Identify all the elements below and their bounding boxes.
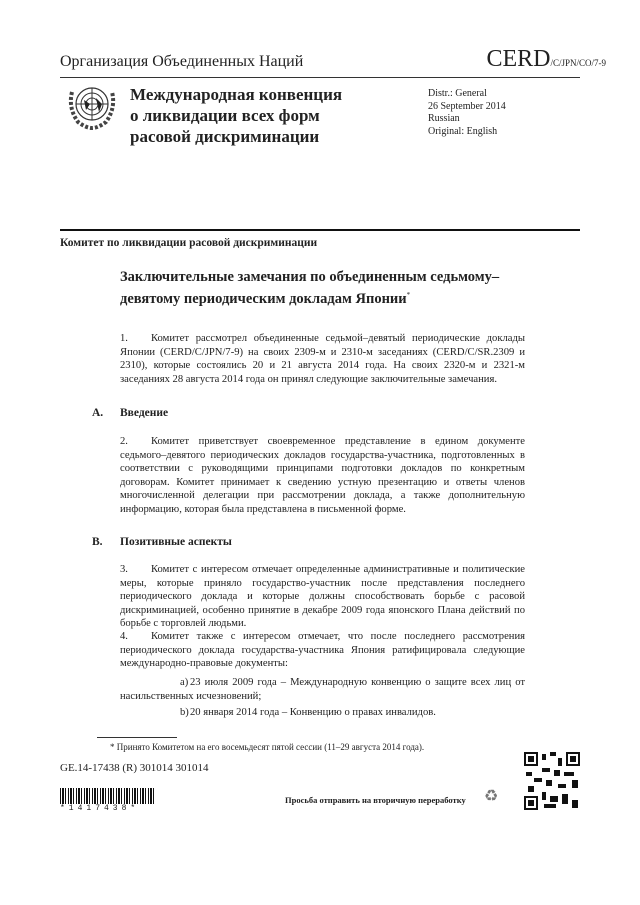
footnote-divider bbox=[97, 737, 177, 738]
list-item-b bbox=[120, 706, 525, 720]
list-item-a bbox=[120, 676, 525, 703]
committee-name: Комитет по ликвидации расовой дискриминации bbox=[60, 237, 318, 249]
para-text: Комитет с интересом отмечает определенные административные и политические меры, которые приняло государство-участник после представления последнего периодического доклада и которые должны способствовать борьбе с расовой дискриминацией, особенно принятие в декабре 2009 года японского Плана действий по борьбе с торговлей людьми. bbox=[120, 564, 525, 630]
section-title: Позитивные аспекты bbox=[120, 536, 232, 548]
thick-divider bbox=[60, 229, 580, 231]
document-symbol bbox=[486, 46, 606, 73]
organization-name: Организация Объединенных Наций bbox=[60, 53, 304, 70]
recycle-notice: Просьба отправить на вторичную переработку bbox=[285, 795, 466, 805]
item-text: 23 июля 2009 года – Международную конвенцию о защите всех лиц от насильственных исчезновений; bbox=[120, 677, 525, 702]
section-letter: B. bbox=[92, 536, 103, 548]
original-line: Original: English bbox=[428, 125, 498, 137]
paragraph-4 bbox=[120, 630, 525, 671]
section-b-heading bbox=[92, 536, 232, 548]
section-title: Введение bbox=[120, 407, 169, 419]
convention-title bbox=[130, 84, 342, 147]
distr-line: Distr.: General bbox=[428, 88, 487, 99]
paragraph-1 bbox=[120, 332, 525, 386]
title-text: Заключительные замечания по объединенным седьмому–девятому периодическим докладам Японии bbox=[120, 269, 500, 307]
recycle-icon: ♻ bbox=[484, 788, 499, 805]
header-divider bbox=[60, 77, 580, 78]
para-text: Комитет также с интересом отмечает, что после последнего рассмотрения периодического доклада государства-участника Япония ратифицировала следующие международно-правовые документы: bbox=[120, 631, 525, 670]
convention-line: о ликвидации всех форм bbox=[130, 106, 320, 125]
convention-line: Международная конвенция bbox=[130, 85, 343, 104]
symbol-main: CERD bbox=[486, 46, 551, 72]
barcode bbox=[60, 788, 155, 804]
paragraph-3 bbox=[120, 563, 525, 631]
convention-line: расовой дискриминации bbox=[130, 127, 320, 146]
job-number: GE.14-17438 (R) 301014 301014 bbox=[60, 762, 209, 774]
para-number: 2. bbox=[120, 436, 128, 447]
barcode-number: *1417438* bbox=[60, 804, 140, 813]
un-emblem-icon bbox=[66, 82, 118, 130]
section-letter: A. bbox=[92, 407, 104, 419]
item-letter: b) bbox=[180, 707, 189, 718]
item-text: 20 января 2014 года – Конвенцию о правах инвалидов. bbox=[190, 707, 436, 718]
date-line: 26 September 2014 bbox=[428, 100, 506, 112]
para-number: 1. bbox=[120, 333, 128, 344]
section-a-heading bbox=[92, 407, 168, 419]
para-text: Комитет рассмотрел объединенные седьмой–девятый периодические доклады Японии (CERD/C/JPN/7-9) на своих 2309-м и 2310-м заседаниях (CERD/C/SR.2309 и 2310), которые состоялись 20 и 21 августа 2014 года. На своих 2320-м и 2321-м заседаниях 28 августа 2014 года он принял следующие заключительные замечания. bbox=[120, 333, 525, 385]
qr-code-icon bbox=[524, 752, 580, 810]
footnote-mark[interactable]: * bbox=[406, 291, 411, 299]
para-number: 3. bbox=[120, 564, 128, 575]
language-line: Russian bbox=[428, 113, 460, 124]
para-number: 4. bbox=[120, 631, 128, 642]
distribution-info bbox=[428, 88, 506, 138]
symbol-sub: /C/JPN/CO/7-9 bbox=[550, 58, 606, 68]
footnote: * Принято Комитетом на его восемьдесят пятой сессии (11–29 августа 2014 года). bbox=[110, 742, 425, 752]
document-title bbox=[120, 268, 520, 308]
para-text: Комитет приветствует своевременное представление в едином документе седьмого–девятого периодических докладов государства-участника, подготовленных в соответствии с руководящими принципами подготовки докладов по конкретным договорам. Комитет принимает к сведению устную презентацию и ответы членов многочисленной делегации при рассмотрении доклада, а также дополнительную информацию, которая была представлена в письменной форме. bbox=[120, 436, 525, 515]
item-letter: a) bbox=[180, 677, 189, 688]
paragraph-2 bbox=[120, 435, 525, 517]
